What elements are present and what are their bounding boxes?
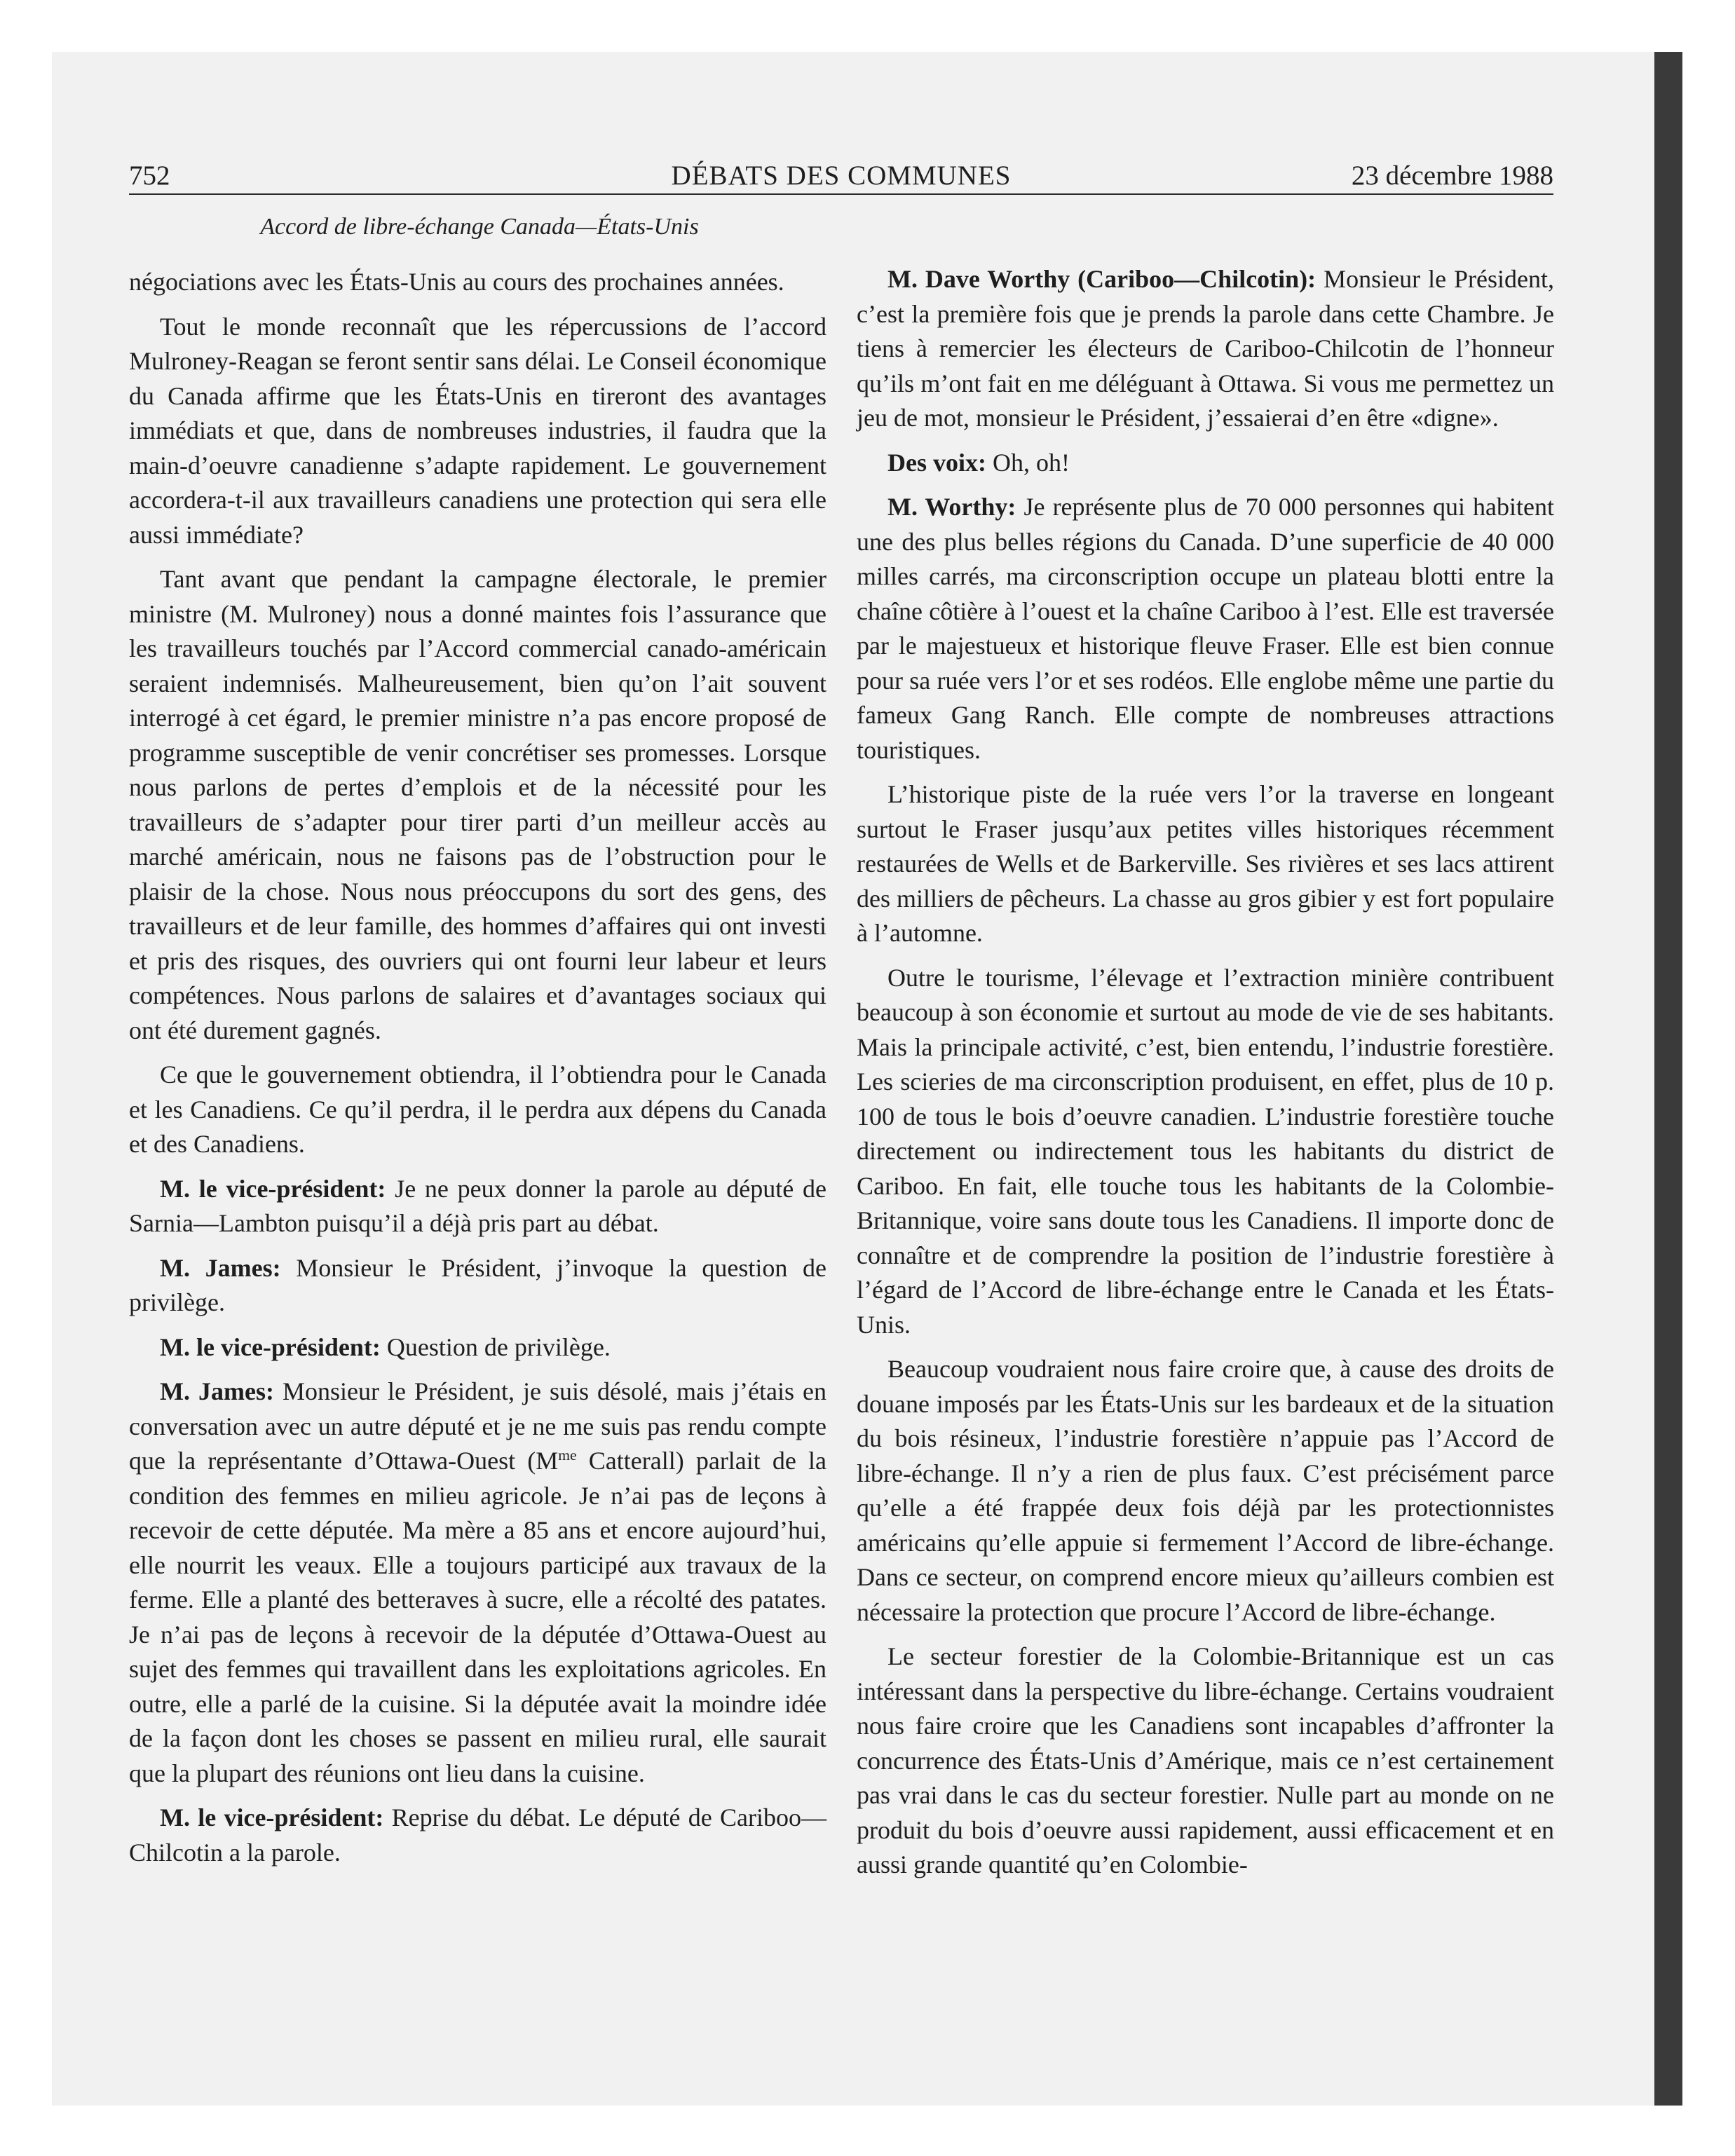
paragraph: négociations avec les États-Unis au cours des prochaines années. (129, 268, 784, 296)
speaker-name: M. le vice-président: (160, 1174, 386, 1203)
issue-date: 23 décembre 1988 (1351, 161, 1553, 191)
paragraph: L’historique piste de la ruée vers l’or la traverse en longeant surtout le Fraser jusqu’aux petites villes historiques récemment restaurées de Wells et de Barkerville. Ses rivières et ses lacs attirent des milliers de pêcheurs. La chasse au gros gibier y est fort populaire à l’automne. (857, 780, 1554, 947)
superscript: me (558, 1447, 577, 1464)
speech-paragraph (857, 490, 1554, 767)
speaker-name: M. James: (160, 1253, 281, 1282)
speaker-name: M. le vice-président: (160, 1332, 381, 1361)
page-number: 752 (129, 161, 170, 191)
speaker-name: M. le vice-président: (160, 1803, 384, 1831)
speech-paragraph (857, 262, 1554, 436)
speech-text: Je représente plus de 70 000 personnes qui habitent une des plus belles régions du Canada. D’une superficie de 40 000 milles carrés, ma circonscription occupe un plateau blotti entre la chaîne côtière à l’ouest et la chaîne Cariboo à l’est. Elle est traversée par le majestueux et historique fleuve Fraser. Elle est bien connue pour sa ruée vers l’or et ses rodéos. Elle englobe même une partie du fameux Gang Ranch. Elle compte de nombreuses attractions touristiques. (857, 493, 1554, 764)
section-title: Accord de libre-échange Canada—États-Unis (260, 214, 699, 240)
speech-text: Reprise du débat. Le député de Cariboo—Chilcotin a la parole. (129, 1803, 826, 1867)
paragraph: Ce que le gouvernement obtiendra, il l’obtiendra pour le Canada et les Canadiens. Ce qu’il perdra, il le perdra aux dépens du Canada et des Canadiens. (129, 1060, 826, 1158)
speech-text: Monsieur le Président, c’est la première fois que je prends la parole dans cette Chambre. Je tiens à remercier les électeurs de Cariboo-Chilcotin de l’honneur qu’ils m’ont fait en me déléguant à Ottawa. Si vous me permettez un jeu de mot, monsieur le Président, j’essaierai d’en être «digne». (857, 265, 1554, 432)
paragraph: Tant avant que pendant la campagne électorale, le premier ministre (M. Mulroney) nous a donné maintes fois l’assurance que les travailleurs touchés par l’Accord commercial canado-américain seraient indemnisés. Malheureusement, bien qu’on l’ait souvent interrogé à cet égard, le premier ministre n’a pas encore proposé de programme susceptible de venir concrétiser ses promesses. Lorsque nous parlons de pertes d’emplois et de la nécessité pour les travailleurs de s’adapter pour tirer parti d’un meilleur accès au marché américain, nous ne faisons pas de l’obstruction pour le plaisir de la chose. Nous nous préoccupons du sort des gens, des travailleurs et de leur famille, des hommes d’affaires qui ont investi et pris des risques, des ouvriers qui ont fourni leur labeur et leurs compétences. Nous parlons de salaires et d’avantages sociaux qui ont été durement gagnés. (129, 565, 826, 1044)
speech-paragraph (129, 1172, 826, 1241)
right-column (857, 262, 1554, 1892)
speech-paragraph (129, 1374, 826, 1791)
speech-text: Je ne peux donner la parole au député de Sarnia—Lambton puisqu’il a déjà pris part au débat. (129, 1174, 826, 1237)
speech-text: Question de privilège. (380, 1332, 611, 1361)
running-head (129, 158, 1553, 195)
paragraph: Beaucoup voudraient nous faire croire que, à cause des droits de douane imposés par les États-Unis sur les bardeaux et de la situation du bois résineux, l’industrie forestière n’appuie pas l’Accord de libre-échange. Il n’y a rien de plus faux. C’est précisément parce qu’elle a été frappée deux fois déjà par les protectionnistes américains qu’elle appuie si fermement l’Accord de libre-échange. Dans ce secteur, on comprend encore mieux qu’ailleurs combien est nécessaire la protection que procure l’Accord de libre-échange. (857, 1355, 1554, 1626)
document-page (129, 158, 1553, 2079)
paragraph: Outre le tourisme, l’élevage et l’extraction minière contribuent beaucoup à son économie et surtout au mode de vie de ses habitants. Mais la principale activité, c’est, bien entendu, l’industrie forestière. Les scieries de ma circonscription produisent, en effet, plus de 10 p. 100 de tous le bois d’oeuvre canadien. L’industrie forestière touche directement ou indirectement tous les habitants du district de Cariboo. En fait, elle touche tous les habitants de la Colombie-Britannique, voire sans doute tous les Canadiens. Il importe donc de connaître et de comprendre la position de l’industrie forestière à l’égard de l’Accord de libre-échange entre le Canada et les États-Unis. (857, 963, 1554, 1339)
paragraph: Le secteur forestier de la Colombie-Britannique est un cas intéressant dans la perspective du libre-échange. Certains voudraient nous faire croire que les Canadiens sont incapables d’affronter la concurrence des États-Unis d’Amérique, mais ce n’est certainement pas vrai dans le cas du secteur forestier. Nulle part au monde on ne produit du bois d’oeuvre aussi rapidement, aussi efficacement et en aussi grande quantité qu’en Colombie- (857, 1642, 1554, 1878)
paragraph: Tout le monde reconnaît que les répercussions de l’accord Mulroney-Reagan se feront sentir sans délai. Le Conseil économique du Canada affirme que les États-Unis en tireront des avantages immédiats et que, dans de nombreuses industries, il faudra que la main-d’oeuvre canadienne s’adapte rapidement. Le gouvernement accordera-t-il aux travailleurs canadiens une protection qui sera elle aussi immédiate? (129, 312, 826, 549)
speech-paragraph (857, 446, 1554, 481)
speaker-name: M. James: (160, 1377, 274, 1405)
speech-text: Monsieur le Président, je suis désolé, mais j’étais en conversation avec un autre député et je ne me suis pas rendu compte que la représentante d’Ottawa-Ouest (M (129, 1377, 826, 1475)
journal-title: DÉBATS DES COMMUNES (671, 161, 1012, 191)
scan-edge-bar (1654, 52, 1682, 2106)
speaker-name: M. Worthy: (887, 493, 1016, 521)
speaker-name: Des voix: (887, 448, 986, 477)
speech-paragraph (129, 1251, 826, 1321)
speech-text: Catterall) parlait de la condition des femmes en milieu agricole. Je n’ai pas de leçons à recevoir de cette députée. Ma mère a 85 ans et encore aujourd’hui, elle nourrit les veaux. Elle a toujours participé aux travaux de la ferme. Elle a planté des betteraves à sucre, elle a récolté des patates. Je n’ai pas de leçons à recevoir de la députée d’Ottawa-Ouest au sujet des femmes qui travaillent dans les exploitations agricoles. En outre, elle a parlé de la cuisine. Si la députée avait la moindre idée de la façon dont les choses se passent en milieu rural, elle saurait que la plupart des réunions ont lieu dans la cuisine. (129, 1447, 826, 1787)
speech-text: Monsieur le Président, j’invoque la question de privilège. (129, 1253, 826, 1316)
speech-paragraph (129, 1801, 826, 1870)
speaker-name: M. Dave Worthy (Cariboo—Chilcotin): (887, 265, 1316, 293)
speech-paragraph (129, 1330, 826, 1365)
left-column (129, 265, 826, 1880)
speech-text: Oh, oh! (986, 448, 1070, 477)
